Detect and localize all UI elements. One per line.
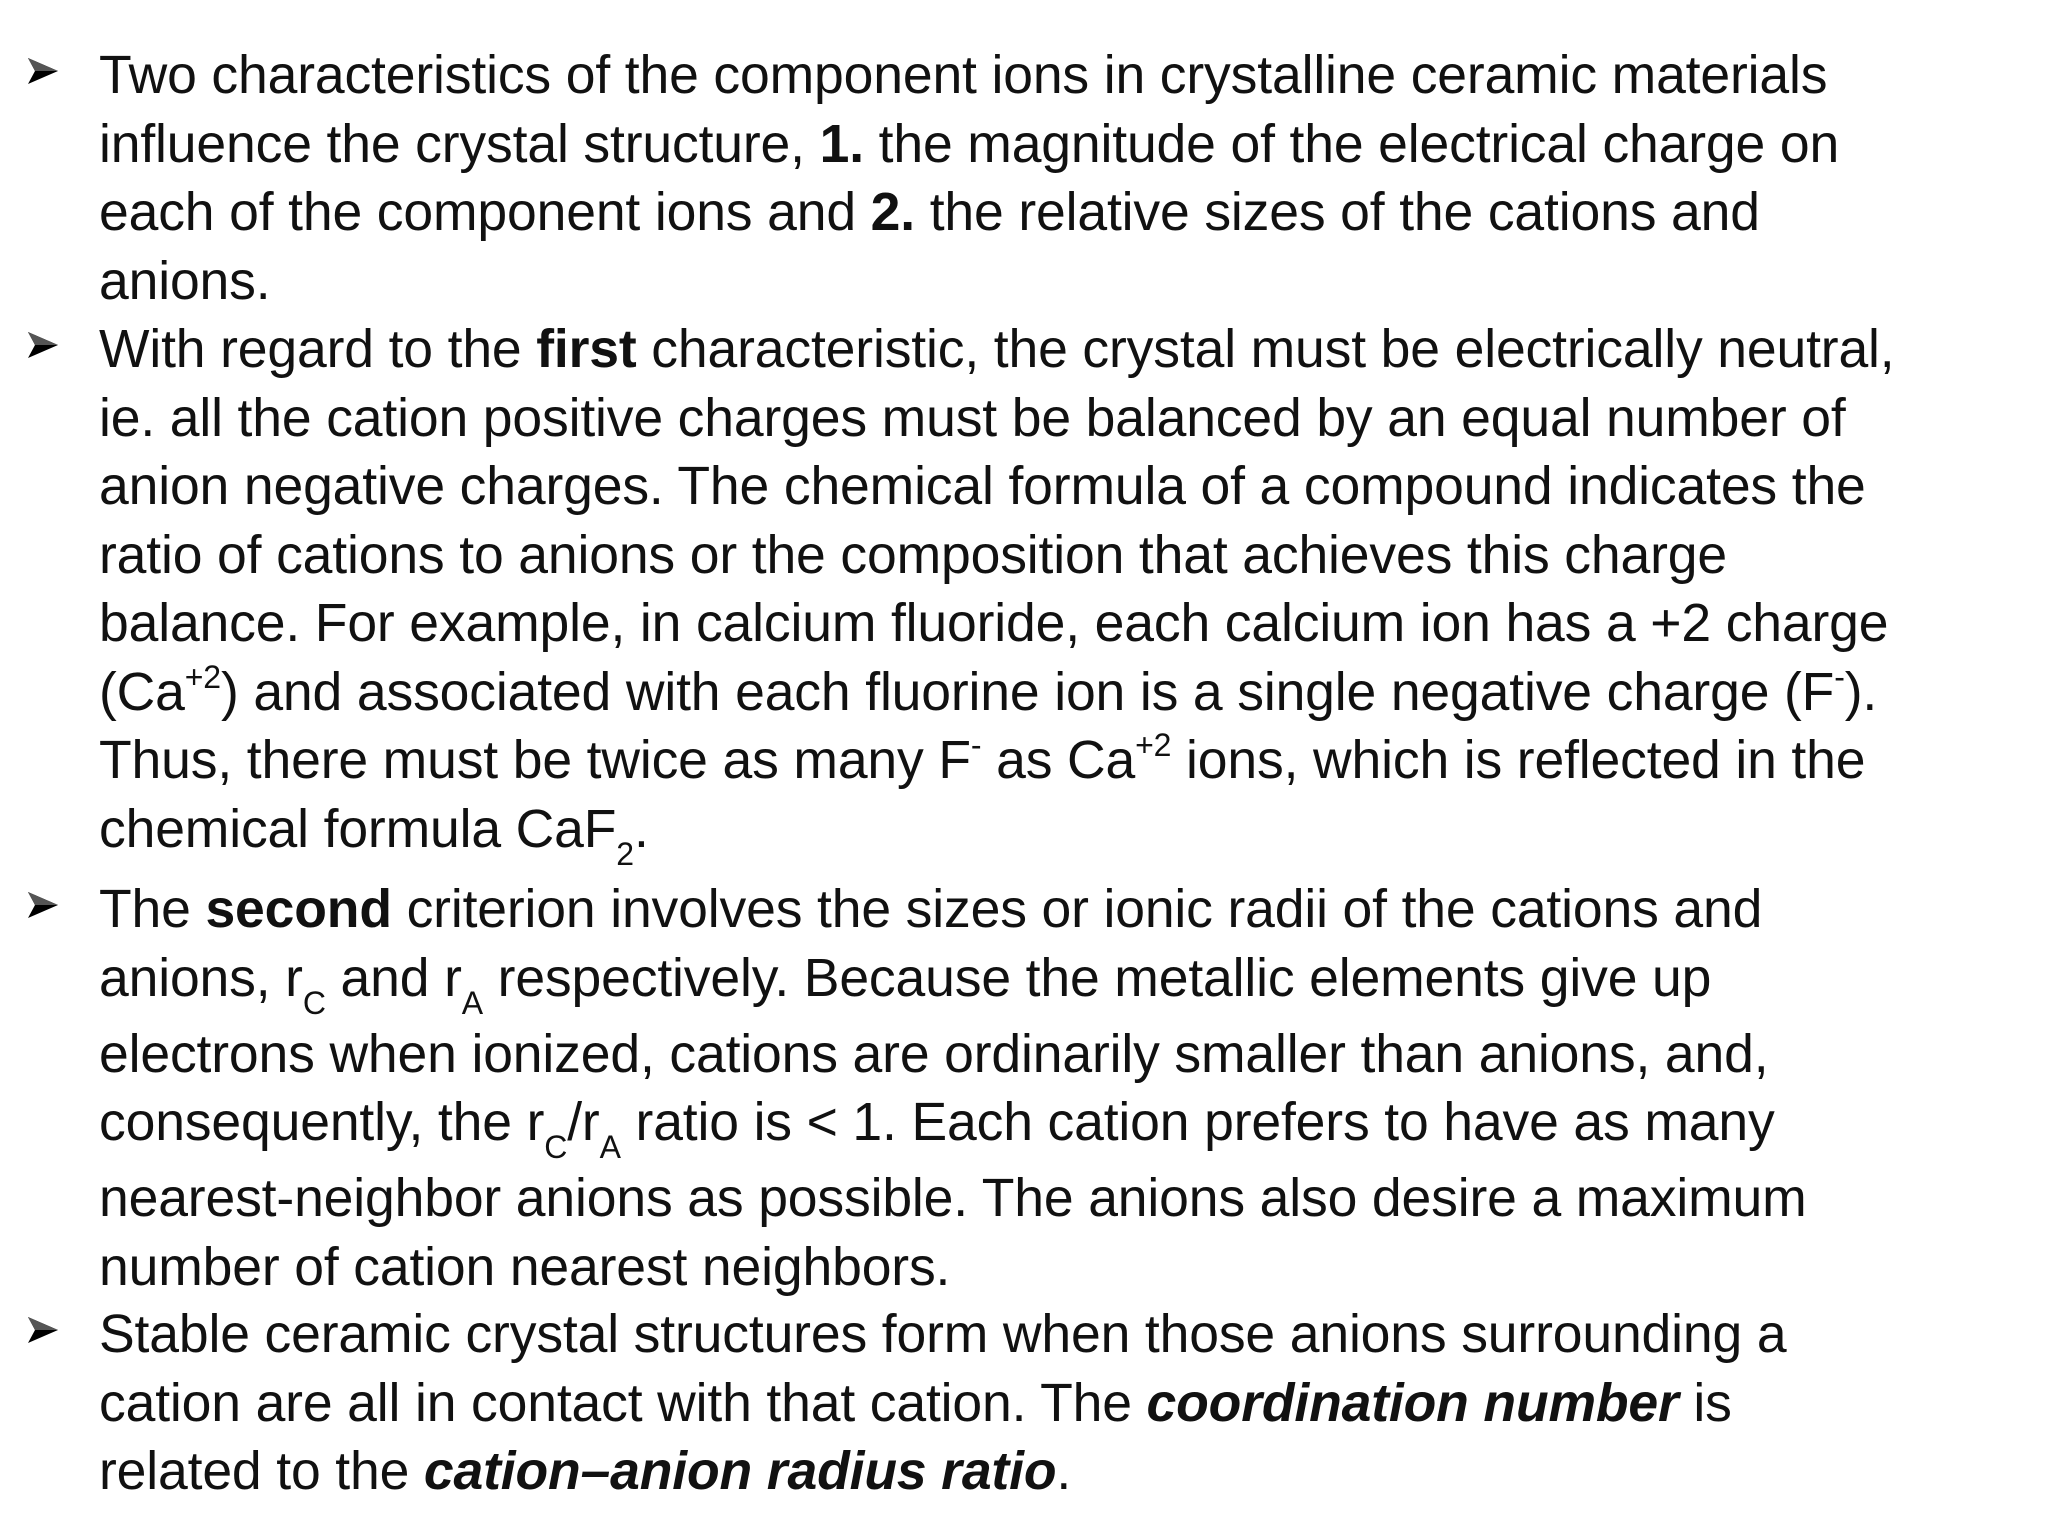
text-line: The second criterion involves the sizes or ionic radii of the cations and <box>99 880 1763 939</box>
bullet-text <box>99 1301 2039 1507</box>
text-line: nearest-neighbor anions as possible. The anions also desire a maximum <box>99 1169 1807 1228</box>
text-line: ratio of cations to anions or the composition that achieves this charge <box>99 525 1727 585</box>
arrow-bullet-icon <box>26 328 60 362</box>
text-line: Two characteristics of the component ions in crystalline ceramic materials <box>99 46 1828 105</box>
bullet-text <box>99 316 2039 872</box>
text-line: consequently, the $r_C/r_A$ ratio is < 1. Each cation prefers to have as many <box>99 1093 1775 1165</box>
bullet-text <box>99 42 2039 316</box>
text-line: ie. all the cation positive charges must be balanced by an equal number of <box>99 388 1846 448</box>
text-line: chemical formula CaF$_2$. <box>99 799 649 872</box>
text-line: With regard to the first characteristic, the crystal must be electrically neutral, <box>99 320 1895 379</box>
text-line: electrons when ionized, cations are ordinarily smaller than anions, and, <box>99 1024 1769 1084</box>
text-line: cation are all in contact with that cation. The coordination number is <box>99 1373 1732 1433</box>
bullet-text <box>99 876 2039 1302</box>
text-line: influence the crystal structure, 1. the magnitude of the electrical charge on <box>99 114 1840 174</box>
text-line: Stable ceramic crystal structures form when those anions surrounding a <box>99 1305 1787 1364</box>
text-line: anions, $r_C$ and $r_A$ respectively. Because the metallic elements give up <box>99 948 1712 1021</box>
text-line: related to the cation–anion radius ratio. <box>99 1442 1072 1501</box>
text-line: balance. For example, in calcium fluoride, each calcium ion has a +2 charge <box>99 594 1889 653</box>
text-line: anions. <box>99 251 271 311</box>
arrow-bullet-icon <box>26 1313 60 1347</box>
arrow-bullet-icon <box>26 888 60 922</box>
text-line: Thus, there must be twice as many F- as $Ca^{+2}$ ions, which is reflected in the <box>99 727 1866 790</box>
text-line: anion negative charges. The chemical formula of a compound indicates the <box>99 457 1866 516</box>
text-line: each of the component ions and 2. the relative sizes of the cations and <box>99 183 1760 242</box>
text-line: number of cation nearest neighbors. <box>99 1237 951 1297</box>
text-line: $(Ca^{+2})$ and associated with each fluorine ion is a single negative charge (F-). <box>99 658 1878 722</box>
arrow-bullet-icon <box>26 54 60 88</box>
